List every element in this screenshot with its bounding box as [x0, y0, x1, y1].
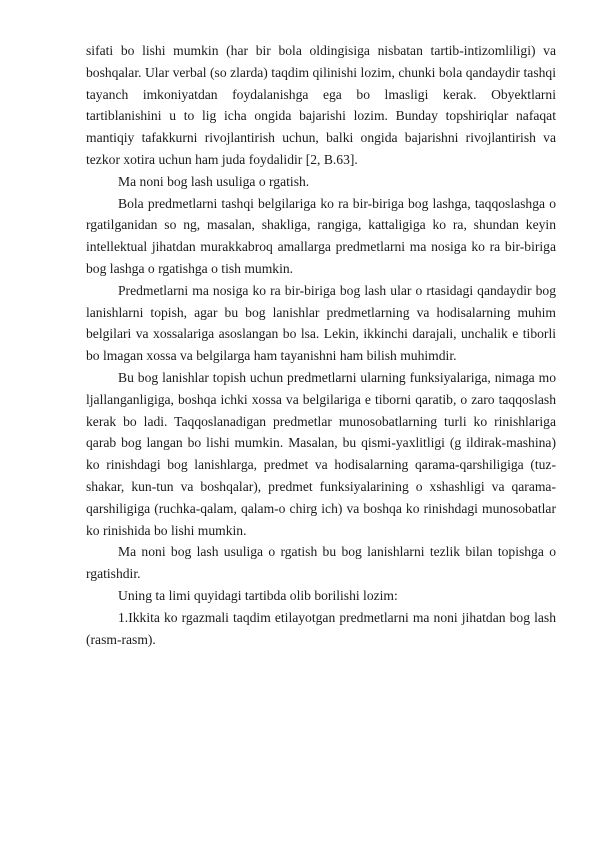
- paragraph-2-heading: Ma noni bog lash usuliga o rgatish.: [118, 173, 310, 189]
- document-page: [86, 40, 556, 650]
- paragraph-6: Ma noni bog lash usuliga o rgatish bu bog lanishlarni tezlik bilan topishga o rgatishdir.: [86, 544, 556, 582]
- paragraph-3: Bola predmetlarni tashqi belgilariga ko ra bir-biriga bog lashga, taqqoslashga o rgatilganidan so ng, masalan, shakliga, rangiga, kattaligiga ko ra, shundan keyin intellektual jihatdan murakkabroq amallarga predmetlarni ma nosiga ko ra bir-biriga bog lashga o rgatishga o tish mumkin.: [86, 195, 556, 276]
- paragraph-5: Bu bog lanishlar topish uchun predmetlarni ularning funksiyalariga, nimaga mo ljallanganligiga, boshqa ichki xossa va belgilariga e tiborni qaratib, o zaro taqqoslash kerak bo ladi. Taqqoslanadigan predmetlar munosobatlarning turli ko rinishlariga qarab bog langan bo lishi mumkin. Masalan, bu qismi-yaxlitligi (g ildirak-mashina) ko rinishdagi bog lanishlarga, predmet va hodisalarning qarama-qarshiligiga (tuz-shakar, kun-tun va boshqalar), predmet funksiyalarining o xshashligi va qarama-qarshiligiga (ruchka-qalam, qalam-o chirg ich) va boshqa ko rinishdagi munosobatlar ko rinishida bo lishi mumkin.: [86, 369, 556, 538]
- paragraph-1: sifati bo lishi mumkin (har bir bola oldingisiga nisbatan tartib-intizomliligi) va boshqalar. Ular verbal (so zlarda) taqdim qilinishi lozim, chunki bola qandaydir tashqi tayanch imkoniyatdan foydalanishga ega bo lmasligi kerak. Obyektlarni tartiblanishini u to lig icha ongida bajarishi lozim. Bunday topshiriqlar nafaqat mantiqiy tafakkurni rivojlantirish uchun, balki ongida bajarishni rivojlantirish va tezkor xotira uchun ham juda foydalidir [2, B.63].: [86, 43, 556, 167]
- paragraph-8: 1.Ikkita ko rgazmali taqdim etilayotgan predmetlarni ma noni jihatdan bog lash (rasm-rasm).: [86, 609, 556, 647]
- paragraph-4: Predmetlarni ma nosiga ko ra bir-biriga bog lash ular o rtasidagi qandaydir bog lanishlarni topish, agar bu bog lanishlar predmetlarning va hodisalarning muhim belgilari va xossalariga asoslangan bo lsa. Lekin, ikkinchi darajali, unchalik e tiborli bo lmagan xossa va belgilarga ham tayanishni ham bilish muhimdir.: [86, 282, 556, 364]
- paragraph-7: Uning ta limi quyidagi tartibda olib borilishi lozim:: [118, 587, 398, 603]
